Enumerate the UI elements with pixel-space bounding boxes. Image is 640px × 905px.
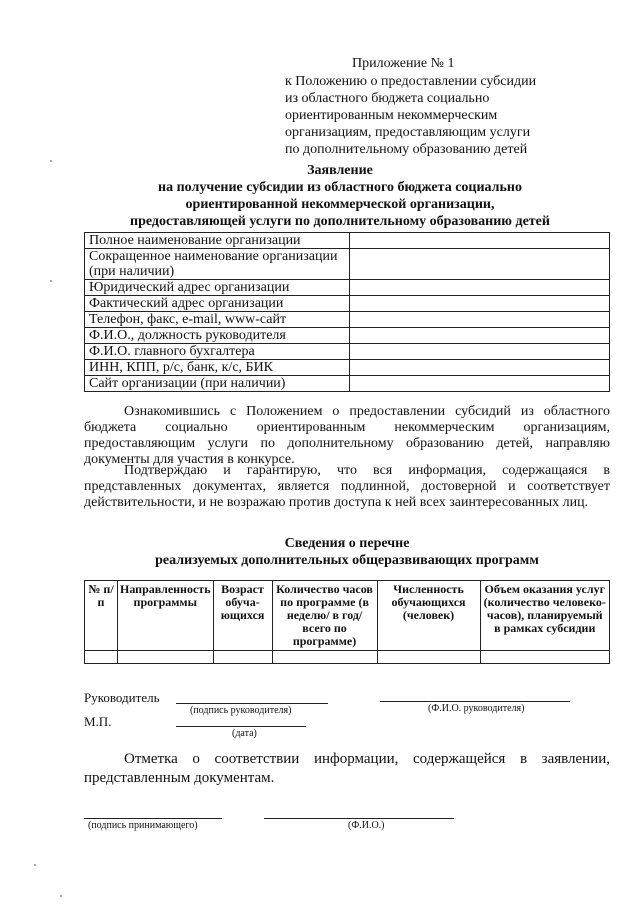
document-title [60, 162, 620, 230]
head-signature-caption: (подпись руководителя) [190, 705, 292, 716]
table-row [85, 360, 610, 376]
row-label: Фактический адрес организации [85, 296, 350, 312]
row-value-field[interactable] [350, 249, 610, 280]
table-row [85, 376, 610, 392]
appendix-line: из областного бюджета социально [285, 91, 490, 106]
table-header-row [85, 581, 610, 651]
head-fio-caption: (Ф.И.О. руководителя) [428, 703, 525, 714]
table-row [85, 312, 610, 328]
title-line: ориентированной некоммерческой организации, [185, 197, 495, 212]
receiver-signature-caption: (подпись принимающего) [88, 820, 198, 831]
seal-label: М.П. [84, 714, 112, 729]
note-text: Отметка о соответствии информации, содержащейся в заявлении, представленным документам. [84, 751, 610, 786]
appendix-line: организациям, предоставляющим услуги [285, 125, 531, 140]
table-row [85, 233, 610, 249]
title-line: на получение субсидии из областного бюджета социально [158, 180, 522, 195]
table-cell[interactable] [213, 651, 272, 664]
programs-table [84, 580, 610, 664]
table-row [85, 296, 610, 312]
compliance-note [84, 750, 610, 788]
column-header: Численность обучающихся (человек) [377, 581, 480, 651]
table-cell[interactable] [85, 651, 118, 664]
head-label: Руководитель [84, 690, 160, 705]
row-value-field[interactable] [350, 360, 610, 376]
appendix-description [285, 73, 595, 158]
row-value-field[interactable] [350, 296, 610, 312]
paragraph-text: Подтверждаю и гарантирую, что вся информация, содержащаяся в представленных документах, является подлинной, достоверной и соответствует действительности, и не возражаю против доступа к ней всех заинтересованных лиц. [84, 463, 610, 510]
scan-speck [50, 160, 52, 162]
section-title-line: Сведения о перечне [284, 536, 410, 551]
column-header: Направленность программы [118, 581, 214, 651]
scan-speck [34, 864, 36, 866]
column-header: Количество часов по программе (в неделю/ в год/ всего по программе) [272, 581, 377, 651]
table-row [85, 280, 610, 296]
table-cell[interactable] [118, 651, 214, 664]
row-label: Ф.И.О. главного бухгалтера [85, 344, 350, 360]
receiver-signature-line[interactable] [84, 818, 222, 819]
head-fio-line[interactable] [380, 701, 570, 702]
row-value-field[interactable] [350, 376, 610, 392]
row-value-field[interactable] [350, 328, 610, 344]
table-cell[interactable] [480, 651, 609, 664]
section-title [84, 535, 610, 569]
table-row [85, 651, 610, 664]
appendix-line: по дополнительному образованию детей [285, 142, 528, 157]
row-value-field[interactable] [350, 344, 610, 360]
table-row [85, 328, 610, 344]
date-caption: (дата) [232, 728, 257, 739]
appendix-line: к Положению о предоставлении субсидии [285, 74, 537, 89]
paragraph-acknowledgement [84, 404, 610, 468]
row-label: Юридический адрес организации [85, 280, 350, 296]
table-cell[interactable] [272, 651, 377, 664]
row-value-field[interactable] [350, 280, 610, 296]
table-row [85, 344, 610, 360]
organization-info-table [84, 232, 610, 392]
scan-speck [50, 280, 52, 282]
scan-speck [60, 895, 62, 897]
receiver-fio-caption: (Ф.И.О.) [348, 820, 385, 831]
row-label: Телефон, факс, e-mail, www-сайт [85, 312, 350, 328]
paragraph-guarantee [84, 463, 610, 511]
appendix-line: ориентированным некоммерческим [285, 108, 498, 123]
row-value-field[interactable] [350, 312, 610, 328]
title-line: предоставляющей услуги по дополнительному образованию детей [130, 214, 550, 229]
paragraph-text: Ознакомившись с Положением о предоставлении субсидий из областного бюджета социально ориентированным некоммерческим организациям, предоставляющим услуги по дополнительному образованию детей, направляю документы для участия в конкурсе. [84, 404, 610, 467]
row-label: ИНН, КПП, р/с, банк, к/с, БИК [85, 360, 350, 376]
column-header: Возраст обуча-ющихся [213, 581, 272, 651]
table-cell[interactable] [377, 651, 480, 664]
row-label: Сокращенное наименование организации (при наличии) [85, 249, 350, 280]
table-row [85, 249, 610, 280]
row-label: Полное наименование организации [85, 233, 350, 249]
column-header: № п/п [85, 581, 118, 651]
section-title-line: реализуемых дополнительных общеразвивающих программ [155, 553, 539, 568]
column-header: Объем оказания услуг (количество человеко-часов), планируемый в рамках субсидии [480, 581, 609, 651]
head-signature-line[interactable] [176, 703, 328, 704]
receiver-fio-line[interactable] [264, 818, 454, 819]
row-label: Ф.И.О., должность руководителя [85, 328, 350, 344]
row-value-field[interactable] [350, 233, 610, 249]
title-heading: Заявление [307, 163, 373, 178]
appendix-title: Приложение № 1 [352, 56, 455, 71]
row-label: Сайт организации (при наличии) [85, 376, 350, 392]
date-line[interactable] [176, 726, 306, 727]
